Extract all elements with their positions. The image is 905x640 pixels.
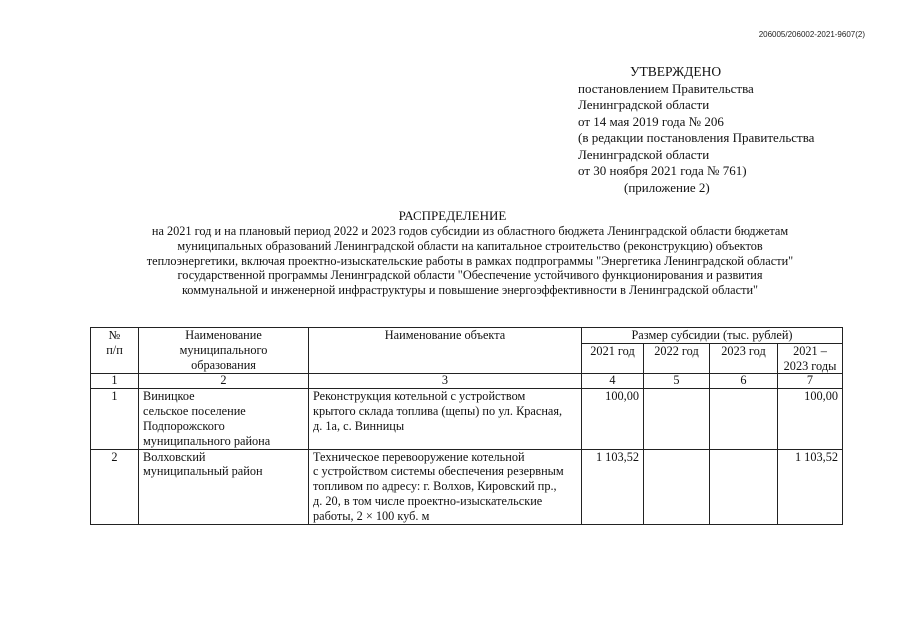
- document-number: 206005/206002-2021-9607(2): [758, 30, 865, 39]
- subheading-line: теплоэнергетики, включая проектно-изыскательские работы в рамках подпрограммы "Энергетика Ленинградской области": [146, 253, 794, 268]
- header-number: [91, 328, 139, 374]
- row-object: [309, 389, 582, 449]
- row-number: 1: [91, 389, 139, 449]
- header-municipality: [139, 328, 309, 374]
- row-2021-value: 1 103,52: [582, 449, 644, 524]
- object-line: Реконструкция котельной с устройством: [313, 389, 526, 404]
- index-cell: 4: [582, 374, 644, 389]
- approval-line: от 30 ноября 2021 года № 761): [578, 163, 747, 178]
- header-total-line: 2023 годы: [783, 358, 837, 373]
- object-line: д. 1а, с. Винницы: [313, 418, 405, 433]
- municipality-line: муниципальный район: [143, 464, 263, 479]
- municipality-line: сельское поселение: [143, 404, 246, 419]
- document-heading: РАСПРЕДЕЛЕНИЕ: [398, 208, 507, 223]
- header-object: Наименование объекта: [309, 328, 582, 374]
- distribution-table: [90, 327, 843, 525]
- subheading-line: коммунальной и инженерной инфраструктуры и повышение энергоэффективности в Ленинградской области": [181, 283, 759, 298]
- index-cell: 2: [139, 374, 309, 389]
- approval-title: УТВЕРЖДЕНО: [630, 64, 722, 79]
- approval-line: Ленинградской области: [578, 146, 710, 162]
- approval-line: Ленинградской области: [578, 97, 710, 112]
- header-2021: 2021 год: [582, 343, 644, 374]
- index-cell: 6: [710, 374, 778, 389]
- table-row: [91, 449, 843, 524]
- header-total-line: 2021 –: [793, 343, 827, 358]
- header-municipality-line: образования: [191, 357, 256, 372]
- object-line: д. 20, в том числе проектно-изыскательские: [313, 493, 543, 508]
- row-municipality: [139, 389, 309, 449]
- object-line: с устройством системы обеспечения резервным: [313, 464, 564, 479]
- header-2023: 2023 год: [710, 343, 778, 374]
- object-line: работы, 2 × 100 куб. м: [313, 508, 430, 523]
- approval-stamp: [578, 64, 878, 196]
- header-subsidy: Размер субсидии (тыс. рублей): [582, 328, 843, 344]
- table-row: [91, 389, 843, 449]
- table-header-row: [91, 328, 843, 344]
- approval-line: (в редакции постановления Правительства: [578, 130, 815, 145]
- row-2023-value: [710, 389, 778, 449]
- header-total: [778, 343, 843, 374]
- row-total-value: 1 103,52: [778, 449, 843, 524]
- index-cell: 7: [778, 374, 843, 389]
- row-2022-value: [644, 389, 710, 449]
- appendix-label: (приложение 2): [624, 179, 710, 195]
- document-subheading: [90, 224, 850, 298]
- index-cell: 1: [91, 374, 139, 389]
- row-2021-value: 100,00: [582, 389, 644, 449]
- subheading-line: муниципальных образований Ленинградской области на капитальное строительство (реконструкцию) объектов: [177, 238, 763, 253]
- municipality-line: муниципального района: [143, 433, 271, 448]
- municipality-line: Волховский: [143, 449, 206, 464]
- index-cell: 3: [309, 374, 582, 389]
- header-number-line: №: [108, 328, 121, 342]
- header-number-line: п/п: [106, 342, 123, 357]
- object-line: крытого склада топлива (щепы) по ул. Красная,: [313, 404, 563, 419]
- subheading-line: государственной программы Ленинградской области "Обеспечение устойчивого функционирования и развития: [177, 268, 763, 283]
- approval-line: от 14 мая 2019 года № 206: [578, 113, 724, 129]
- object-line: топливом по адресу: г. Волхов, Кировский пр.,: [313, 479, 557, 494]
- municipality-line: Виницкое: [143, 389, 195, 404]
- header-municipality-line: муниципального: [179, 342, 268, 357]
- header-municipality-line: Наименование: [185, 328, 262, 342]
- row-2023-value: [710, 449, 778, 524]
- row-number: 2: [91, 449, 139, 524]
- index-cell: 5: [644, 374, 710, 389]
- municipality-line: Подпорожского: [143, 418, 225, 433]
- subheading-line: на 2021 год и на плановый период 2022 и 2023 годов субсидии из областного бюджета Ленинградской области бюджетам: [151, 224, 789, 238]
- approval-line: постановлением Правительства: [578, 80, 754, 96]
- header-2022: 2022 год: [644, 343, 710, 374]
- row-total-value: 100,00: [778, 389, 843, 449]
- row-municipality: [139, 449, 309, 524]
- object-line: Техническое перевооружение котельной: [313, 449, 525, 464]
- row-2022-value: [644, 449, 710, 524]
- column-index-row: [91, 374, 843, 389]
- row-object: [309, 449, 582, 524]
